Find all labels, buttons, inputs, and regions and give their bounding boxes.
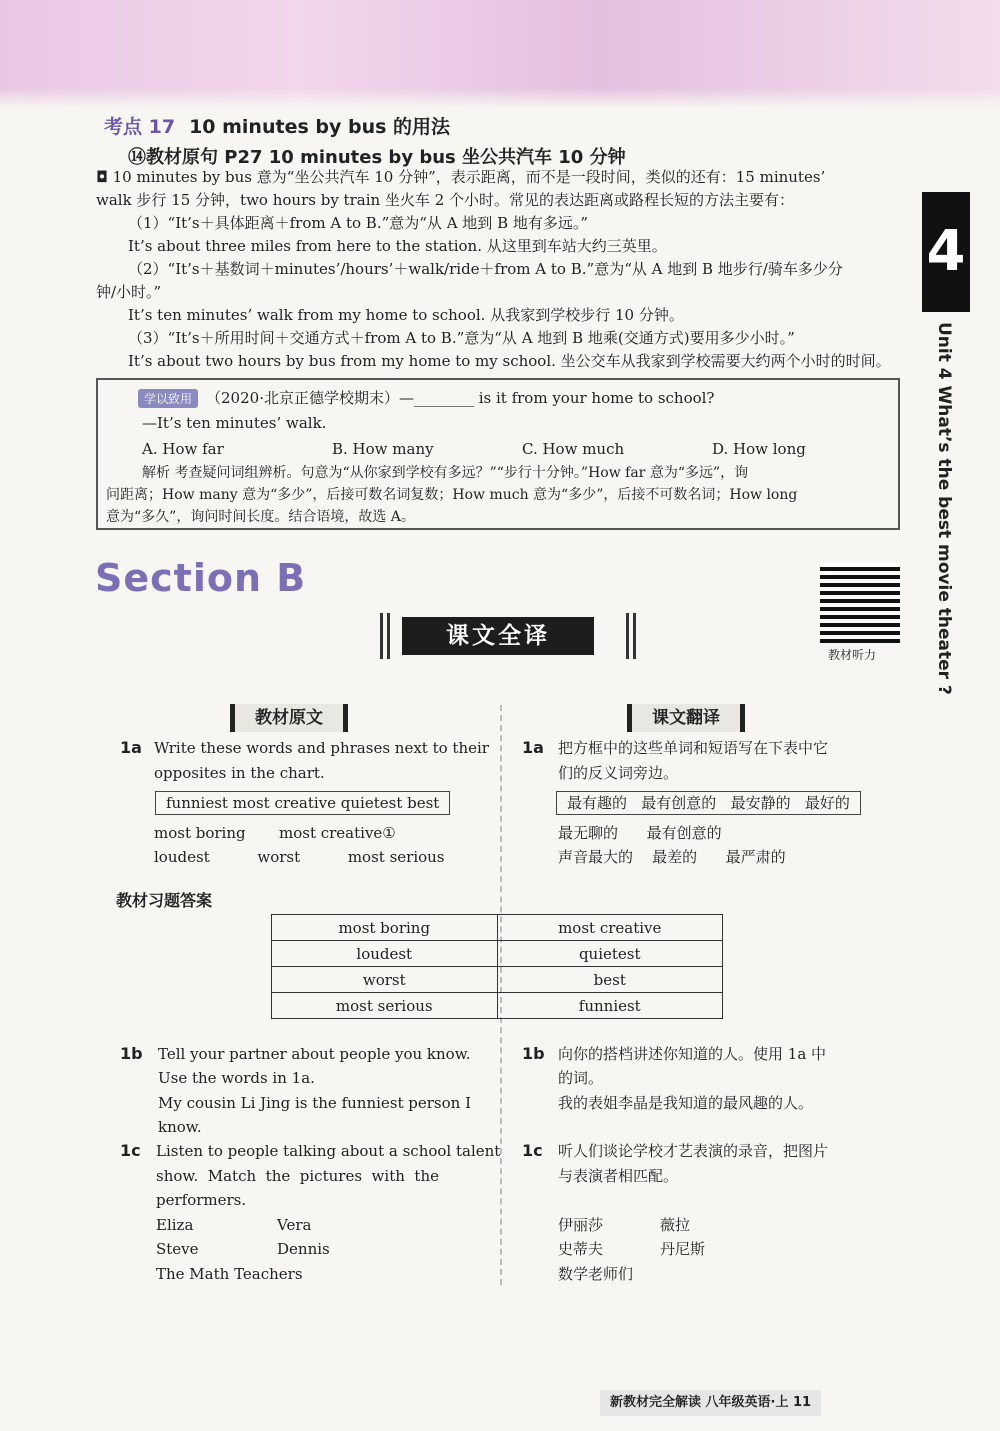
word-box: funniest most creative quietest best [155,791,450,815]
table-cell: most boring [272,915,498,941]
option-b: B. How many [332,440,434,458]
table-row [272,915,723,941]
chart-row: most boring most creative① [154,824,396,842]
item-number: 1b [522,1044,545,1063]
kaodian-label: 考点 17 [104,116,176,138]
exercise-question: （2020·北京正德学校期末）—________ is it from your home to school? [206,389,715,407]
para-line: 钟/小时。” [96,283,162,301]
instruction-line: 们的反义词旁边。 [558,764,679,782]
table-cell: funniest [497,993,723,1019]
chart-row: 最无聊的 最有创意的 [558,824,722,842]
text-line: show. Match the pictures with the [156,1167,439,1185]
explanation-line: 解析 考查疑问词组辨析。句意为“从你家到学校有多远？”“步行十分钟。”How far 意为“多远”，询 [142,465,749,481]
table-cell: quietest [497,941,723,967]
unit-side-title: Unit 4 What’s the best movie theater ? [934,322,954,695]
instruction-line: opposites in the chart. [154,764,325,782]
kaodian-title: 10 minutes by bus 的用法 [189,116,451,138]
text-line: My cousin Li Jing is the funniest person I [158,1094,472,1112]
kewen-title: 课文全译 [402,617,594,655]
performer-name: 数学老师们 [558,1265,634,1283]
option-d: D. How long [712,440,806,458]
item-number: 1a [120,738,142,757]
exercise-box [96,378,900,530]
para-line: （2）“It’s＋基数词＋minutes’/hours’＋walk/ride＋from A to B.”意为“从 A 地到 B 地步行/骑车多少分 [128,260,843,278]
performer-name: 丹尼斯 [660,1240,706,1258]
kewen-banner [380,613,636,659]
para-line: It’s about two hours by bus from my home to my school. 坐公交车从我家到学校需要大约两个小时的时间。 [128,352,891,370]
explanation-line: 问距离；How many 意为“多少”，后接可数名词复数；How much 意为“多少”，后接不可数名词；How long [106,487,798,503]
unit-tab: 4 [922,192,970,312]
table-row [272,967,723,993]
source-sentence: ⑭教材原句 P27 10 minutes by bus 坐公共汽车 10 分钟 [128,147,626,168]
explanation-line: 意为“多久”，询问时间长度。结合语境，故选 A。 [106,509,415,525]
kaodian-heading [104,112,450,139]
table-row [272,993,723,1019]
text-line: 向你的搭档讲述你知道的人。使用 1a 中 [558,1045,827,1063]
table-cell: best [497,967,723,993]
text-line: know. [158,1118,202,1136]
table-cell: most serious [272,993,498,1019]
performer-name: Vera [277,1216,312,1234]
para-line: walk 步行 15 分钟，two hours by train 坐火车 2 个小时。常见的表达距离或路程长短的方法主要有： [96,191,795,209]
item-number: 1c [120,1141,141,1160]
para-line: It’s ten minutes’ walk from my home to school. 从我家到学校步行 10 分钟。 [128,306,684,324]
performer-name: 伊丽莎 [558,1216,604,1234]
item-number: 1c [522,1141,543,1160]
word-box: 最有趣的 最有创意的 最安静的 最好的 [556,791,861,815]
answers-title: 教材习题答案 [116,891,213,910]
option-a: A. How far [142,440,224,458]
exercise-badge: 学以致用 [138,389,198,408]
text-line: Tell your partner about people you know. [158,1045,471,1063]
qr-code-icon[interactable] [820,563,900,643]
text-line: Use the words in 1a. [158,1069,315,1087]
performer-name: Steve [156,1240,199,1258]
table-cell: most creative [497,915,723,941]
text-line: Listen to people talking about a school talent [156,1142,501,1160]
performer-name: The Math Teachers [156,1265,303,1283]
page-footer: 新教材完全解读 八年级英语·上 11 [600,1390,821,1416]
text-line: 听人们谈论学校才艺表演的录音，把图片 [558,1142,829,1160]
performer-name: 薇拉 [660,1216,691,1234]
text-line: 我的表姐李晶是我知道的最风趣的人。 [558,1094,814,1112]
answer-table [271,914,723,1019]
item-number: 1a [522,738,544,757]
text-line: 与表演者相匹配。 [558,1167,679,1185]
text-line: 的词。 [558,1069,604,1087]
performer-name: Eliza [156,1216,194,1234]
section-title: Section B [95,556,307,600]
exercise-answer: —It’s ten minutes’ walk. [142,414,327,432]
right-column-tag: 课文翻译 [627,704,745,732]
table-row [272,941,723,967]
text-line: performers. [156,1191,247,1209]
performer-name: Dennis [277,1240,330,1258]
table-cell: loudest [272,941,498,967]
chart-row: loudest worst most serious [154,848,445,866]
qr-label: 教材听力 [828,648,877,662]
para-line: （1）“It’s＋具体距离＋from A to B.”意为“从 A 地到 B 地有多远。” [128,214,589,232]
chart-row: 声音最大的 最差的 最严肃的 [558,848,786,866]
item-number: 1b [120,1044,143,1063]
performer-name: 史蒂夫 [558,1240,604,1258]
left-column-tag: 教材原文 [230,704,348,732]
para-line: ◘ 10 minutes by bus 意为“坐公共汽车 10 分钟”，表示距离，而不是一段时间，类似的还有：15 minutes’ [96,168,826,186]
para-line: （3）“It’s＋所用时间＋交通方式＋from A to B.”意为“从 A 地到 B 地乘(交通方式)要用多少小时。” [128,329,795,347]
exercise-question-line [138,387,714,408]
para-line: It’s about three miles from here to the station. 从这里到车站大约三英里。 [128,237,667,255]
option-c: C. How much [522,440,625,458]
instruction-line: Write these words and phrases next to their [154,739,489,757]
table-cell: worst [272,967,498,993]
header-banner [0,0,1000,108]
instruction-line: 把方框中的这些单词和短语写在下表中它 [558,739,829,757]
